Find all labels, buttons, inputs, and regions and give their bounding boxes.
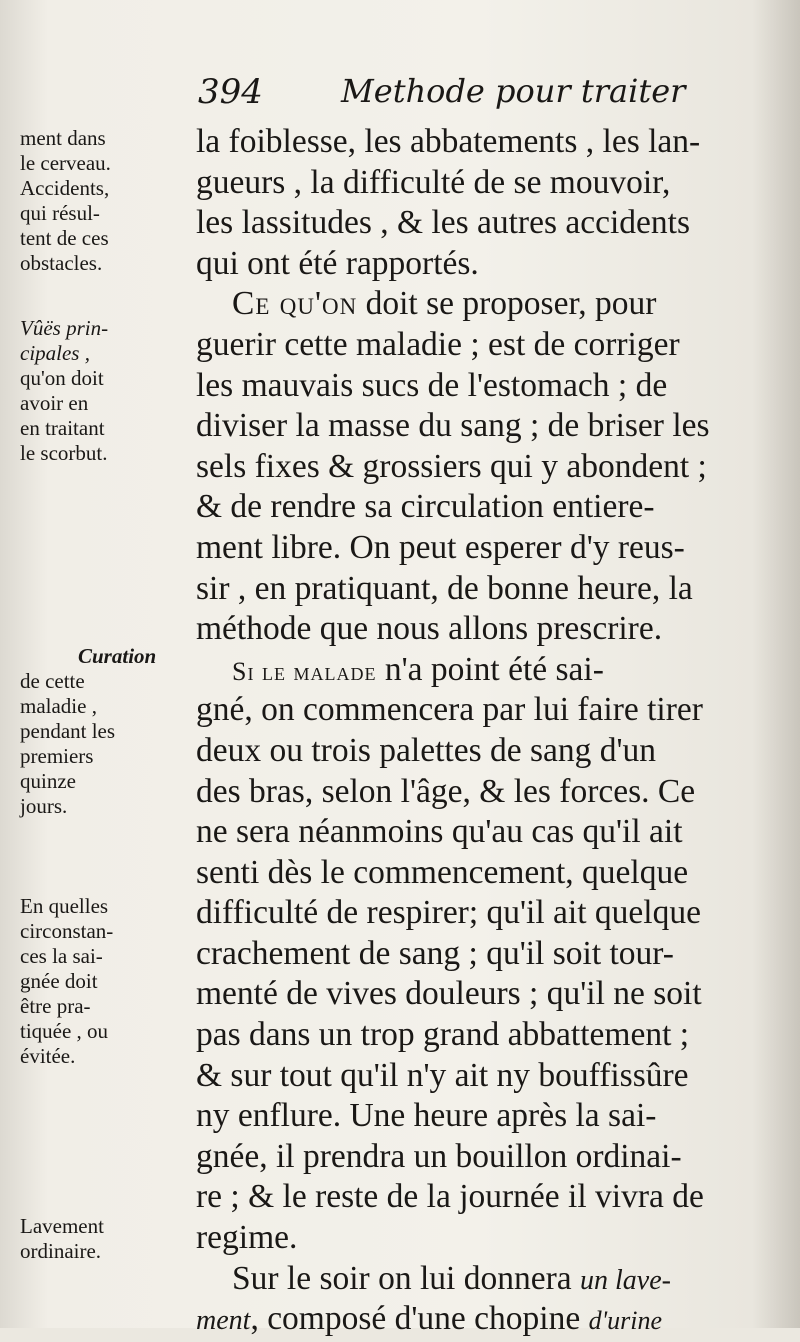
text-line: diviser la masse du sang ; de briser les — [196, 407, 710, 445]
page-number: 394 — [198, 72, 263, 112]
text-fragment: n'a point été sai- — [376, 650, 604, 688]
note-line: le scorbut. — [20, 441, 108, 465]
text-line — [196, 1299, 771, 1340]
note-line: Lavement — [20, 1214, 104, 1238]
margin-note-principal-views — [20, 316, 190, 466]
note-line: jours. — [20, 794, 68, 818]
text-line: sels fixes & grossiers qui y abondent ; — [196, 447, 707, 485]
text-line: gnée, il prendra un bouillon ordinai- — [196, 1137, 682, 1175]
text-fragment: Sur le soir on lui donnera — [232, 1259, 580, 1297]
margin-note-lavement — [20, 1214, 190, 1264]
text-line: crachement de sang ; qu'il soit tour- — [196, 934, 674, 972]
text-line: gueurs , la difficulté de se mouvoir, — [196, 163, 671, 201]
note-line: En quelles — [20, 894, 109, 918]
note-line: premiers — [20, 744, 94, 768]
note-line: pendant les — [20, 719, 116, 743]
text-line: des bras, selon l'âge, & les forces. Ce — [196, 772, 696, 810]
margin-note-bleeding — [20, 894, 190, 1069]
paragraph-lead: Si le malade — [232, 656, 377, 686]
paragraph-lead: Ce qu'on — [232, 285, 358, 323]
note-line: de cette — [20, 669, 85, 693]
page-header — [196, 72, 756, 122]
paragraph-start — [196, 284, 771, 325]
note-line: cipales , — [20, 341, 90, 365]
text-line: menté de vives douleurs ; qu'il ne soit — [196, 975, 702, 1013]
note-line: en traitant — [20, 416, 105, 440]
note-line: avoir en — [20, 391, 89, 415]
text-line: gné, on commencera par lui faire tirer — [196, 691, 703, 729]
note-line: ordinaire. — [20, 1239, 102, 1263]
note-line: le cerveau. — [20, 151, 111, 175]
note-line: maladie , — [20, 694, 97, 718]
note-line: tiquée , ou — [20, 1019, 109, 1043]
note-line: Curation — [78, 644, 157, 668]
text-line: senti dès le commencement, quelque — [196, 853, 689, 891]
text-line: deux ou trois palettes de sang d'un — [196, 731, 657, 769]
text-line: pas dans un trop grand abbattement ; — [196, 1016, 690, 1054]
paragraph-start — [196, 650, 771, 691]
text-line: les lassitudes , & les autres accidents — [196, 204, 690, 242]
text-fragment-italic: un lave- — [579, 1264, 671, 1296]
text-line: & de rendre sa circulation entiere- — [196, 488, 655, 526]
text-line: ny enflure. Une heure après la sai- — [196, 1097, 657, 1135]
text-line: difficulté de respirer; qu'il ait quelque — [196, 894, 701, 932]
note-line: obstacles. — [20, 251, 103, 275]
note-line: tent de ces — [20, 226, 109, 250]
note-line: Accidents, — [20, 176, 110, 200]
note-line: ment dans — [20, 126, 106, 150]
note-line: gnée doit — [20, 969, 98, 993]
note-line: quinze — [20, 769, 76, 793]
running-title: Methode pour traiter — [341, 72, 686, 110]
note-line: évitée. — [20, 1044, 76, 1068]
text-line: regime. — [196, 1219, 298, 1257]
text-fragment-italic: d'urine — [588, 1306, 663, 1336]
text-line: ment libre. On peut esperer d'y reus- — [196, 528, 685, 566]
text-line: guerir cette maladie ; est de corriger — [196, 325, 680, 363]
text-line: la foiblesse, les abbatements , les lan- — [196, 123, 701, 160]
note-line: qu'on doit — [20, 366, 104, 390]
text-line: ne sera néanmoins qu'au cas qu'il ait — [196, 813, 683, 851]
note-line: qui résul- — [20, 201, 100, 225]
margin-note-curation — [20, 644, 190, 819]
text-line: qui ont été rapportés. — [196, 244, 479, 282]
text-fragment-italic: ment — [196, 1305, 251, 1337]
note-line: Vûës prin- — [20, 316, 109, 340]
text-line: re ; & le reste de la journée il vivra de — [196, 1178, 704, 1216]
text-line: les mauvais sucs de l'estomach ; de — [196, 366, 668, 404]
text-fragment: , composé d'une chopine — [250, 1300, 589, 1338]
margin-note-obstacles — [20, 126, 190, 276]
text-line: méthode que nous allons prescrire. — [196, 610, 663, 648]
main-text — [196, 122, 771, 1340]
paragraph-start — [196, 1259, 771, 1300]
note-line: être pra- — [20, 994, 91, 1018]
text-line: sir , en pratiquant, de bonne heure, la — [196, 569, 693, 607]
text-line: & sur tout qu'il n'y ait ny bouffissûre — [196, 1056, 689, 1094]
text-fragment: doit se proposer, pour — [357, 285, 657, 323]
note-line: ces la sai- — [20, 944, 103, 968]
note-line: circonstan- — [20, 919, 114, 943]
